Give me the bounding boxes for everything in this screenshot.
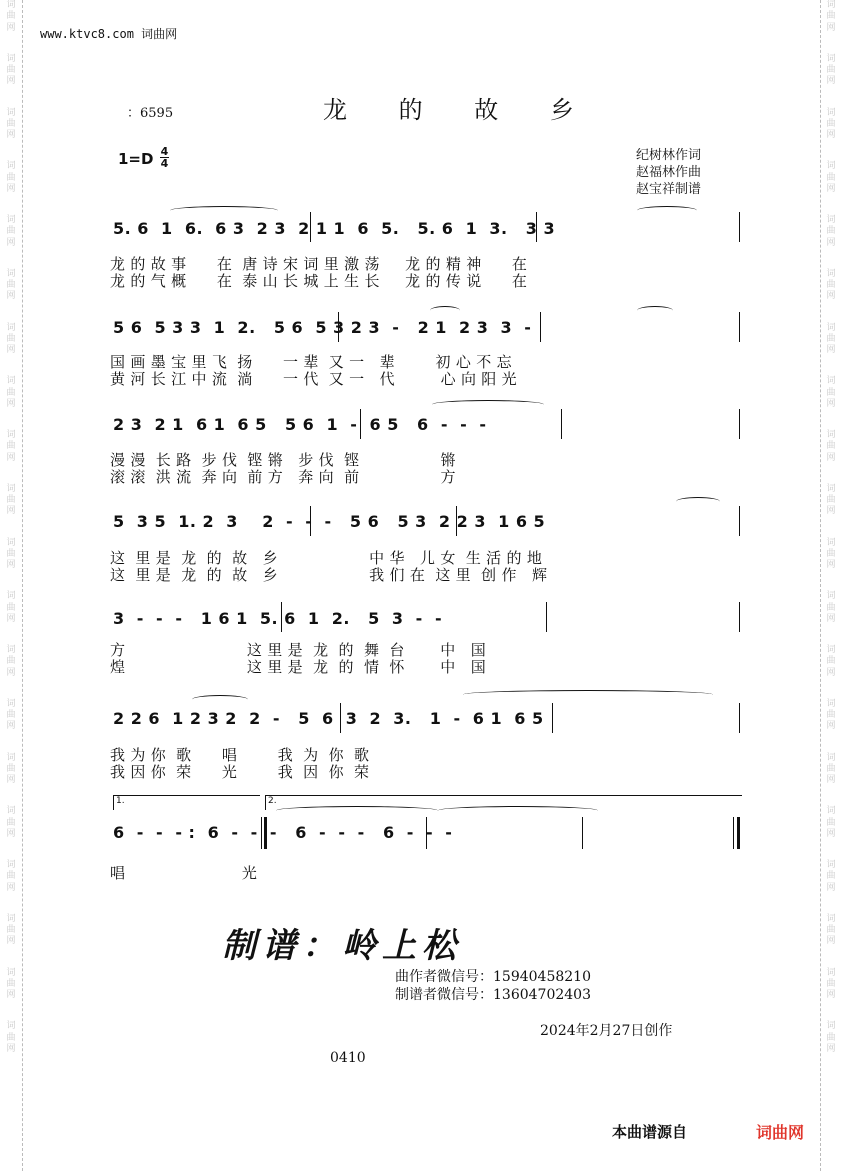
barline (739, 212, 740, 242)
repeat-barline-thick (264, 817, 267, 849)
watermark-text: 词 曲 网 (6, 537, 16, 570)
slur (637, 206, 697, 215)
lyrics-row-6-verse-2: 我 因 你 荣 光 我 因 你 荣 (110, 763, 370, 781)
barline (338, 312, 339, 342)
barline (561, 409, 562, 439)
composer-wechat: 曲作者微信号：15940458210 (395, 969, 591, 985)
barline (739, 602, 740, 632)
right-border-line (820, 0, 821, 1171)
watermark-text: 词 曲 网 (826, 376, 836, 409)
composer-credit: 赵福林作曲 (636, 165, 702, 180)
slur (430, 306, 460, 315)
final-barline (733, 817, 734, 849)
barline (536, 212, 537, 242)
watermark-text: 词 曲 网 (6, 913, 16, 947)
watermark-text: 词 曲 网 (826, 430, 836, 463)
watermark-text: 词 曲 网 (826, 860, 836, 893)
score-code: 0410 (330, 1050, 366, 1066)
slur (637, 306, 673, 315)
key-signature: 1=D (118, 150, 154, 168)
lyrics-row-3-verse-2: 滚 滚 洪 流 奔 向 前 方 奔 向 前 方 (110, 468, 456, 486)
watermark-text: 词 曲 网 (6, 322, 16, 355)
watermark-text: 词 曲 网 (6, 591, 16, 624)
watermark-text: 词 曲 网 (826, 483, 836, 517)
lyrics-row-1-verse-1: 龙 的 故 事 在 唐 诗 宋 词 里 激 荡 龙 的 精 神 在 (110, 255, 528, 273)
arranger-signature: 制谱：岭上松 (222, 926, 462, 966)
site-url[interactable]: www.ktvc8.com 词曲网 (40, 27, 178, 41)
arranger-wechat: 制谱者微信号：13604702403 (395, 987, 591, 1003)
watermark-text: 词 曲 网 (826, 591, 836, 624)
barline (739, 312, 740, 342)
lyrics-row-4-verse-1: 这 里 是 龙 的 故 乡 中 华 儿 女 生 活 的 地 (110, 549, 543, 567)
watermark-text: 词 曲 网 (6, 53, 16, 87)
barline (739, 506, 740, 536)
watermark-text: 词 曲 网 (6, 268, 16, 302)
tie (438, 806, 598, 815)
lyrics-row-5-verse-1: 方 这 里 是 龙 的 舞 台 中 国 (110, 641, 486, 659)
watermark-text: 词 曲 网 (826, 322, 836, 355)
lyrics-row-3-verse-1: 漫 漫 长 路 步 伐 铿 锵 步 伐 铿 锵 (110, 451, 456, 469)
barline (426, 817, 427, 849)
watermark-text: 词 曲 网 (6, 1021, 16, 1054)
volta-2: 2. (265, 795, 742, 810)
watermark-text: 词 曲 网 (6, 483, 16, 517)
notation-row-3: 2 3 2 1 6 1 6 5 5 6 1 - 6 5 6 - - - (113, 415, 487, 434)
notation-row-1: 5. 6 1 6. 6 3 2 3 2 1 1 6 5. 5. 6 1 3. 3 3 (113, 219, 556, 238)
lyrics-row-2-verse-1: 国 画 墨 宝 里 飞 扬 一 辈 又 一 辈 初 心 不 忘 (110, 353, 512, 371)
left-border-line (22, 0, 23, 1171)
watermark-text: 词 曲 网 (826, 215, 836, 248)
time-signature-top: 4 (160, 145, 169, 158)
watermark-text: 词 曲 网 (826, 1021, 836, 1054)
watermark-text: 词 曲 网 (826, 913, 836, 947)
time-signature-bottom: 4 (160, 157, 169, 170)
notation-row-2: 5 6 5 3 3 1 2. 5 6 5 3 2 3 - 2 1 2 3 3 - (113, 318, 532, 337)
watermark-text: 词 曲 网 (6, 967, 16, 1000)
lyrics-row-7: 唱 光 (110, 864, 258, 882)
slur (432, 400, 544, 409)
slur (170, 206, 278, 215)
time-signature (160, 146, 169, 169)
watermark-text: 词 曲 网 (6, 0, 16, 33)
wechat-contacts (395, 968, 591, 1004)
slur (676, 497, 720, 506)
watermark-text: 词 曲 网 (6, 806, 16, 839)
barline (310, 212, 311, 242)
watermark-text: 词 曲 网 (826, 53, 836, 87)
watermark-text: 词 曲 网 (6, 107, 16, 140)
notation-row-6: 2 2 6 1 2 3 2 2 - 5 6 3 2 3. 1 - 6 1 6 5 (113, 709, 544, 728)
watermark-text: 词 曲 网 (826, 161, 836, 194)
watermark-text: 词 曲 网 (826, 0, 836, 33)
barline (582, 817, 583, 849)
lyrics-row-4-verse-2: 这 里 是 龙 的 故 乡 我 们 在 这 里 创 作 辉 (110, 566, 548, 584)
watermark-text: 词 曲 网 (826, 645, 836, 678)
watermark-text: 词 曲 网 (826, 537, 836, 570)
notation-row-7: 6 - - - : 6 - - - 6 - - - 6 - - - (113, 823, 453, 842)
final-barline-thick (737, 817, 740, 849)
watermark-text: 词 曲 网 (6, 860, 16, 893)
barline (540, 312, 541, 342)
credits (636, 147, 701, 198)
tie (276, 806, 438, 815)
watermark-text: 词 曲 网 (6, 215, 16, 248)
source-label: 本曲谱源自 (612, 1123, 688, 1141)
left-watermark (0, 0, 22, 1171)
watermark-text: 词 曲 网 (6, 430, 16, 463)
barline (310, 506, 311, 536)
arranger-credit: 赵宝祥制谱 (636, 182, 702, 197)
barline (340, 703, 341, 733)
watermark-text: 词 曲 网 (826, 698, 836, 732)
watermark-text: 词 曲 网 (826, 967, 836, 1000)
watermark-text: 词 曲 网 (826, 268, 836, 302)
watermark-text: 词 曲 网 (826, 806, 836, 839)
watermark-text: 词 曲 网 (6, 161, 16, 194)
watermark-text: 词 曲 网 (6, 698, 16, 732)
lyrics-row-5-verse-2: 煌 这 里 是 龙 的 情 怀 中 国 (110, 658, 486, 676)
notation-row-4: 5 3 5 1. 2 3 2 - - - 5 6 5 3 2 2 3 1 6 5 (113, 512, 546, 531)
watermark-text: 词 曲 网 (6, 752, 16, 785)
notation-row-5: 3 - - - 1 6 1 5. 6 1 2. 5 3 - - (113, 609, 443, 628)
slur (192, 695, 248, 704)
watermark-text: 词 曲 网 (826, 752, 836, 785)
watermark-text: 词 曲 网 (6, 645, 16, 678)
lyrics-row-6-verse-1: 我 为 你 歌 唱 我 为 你 歌 (110, 746, 370, 764)
watermark-text: 词 曲 网 (6, 376, 16, 409)
lyrics-row-2-verse-2: 黄 河 长 江 中 流 淌 一 代 又 一 代 心 向 阳 光 (110, 370, 517, 388)
slur (463, 690, 713, 699)
barline (456, 506, 457, 536)
repeat-barline (261, 817, 262, 849)
volta-1: 1. (113, 795, 260, 810)
site-logo[interactable]: 词曲网 (756, 1123, 805, 1142)
barline (360, 409, 361, 439)
right-watermark (820, 0, 842, 1171)
lyrics-row-1-verse-2: 龙 的 气 概 在 泰 山 长 城 上 生 长 龙 的 传 说 在 (110, 272, 528, 290)
creation-date: 2024年2月27日创作 (540, 1023, 673, 1039)
song-title: 龙 的 故 乡 (323, 96, 596, 124)
watermark-text: 词 曲 网 (826, 107, 836, 140)
song-number: ：6595 (127, 106, 174, 121)
barline (739, 409, 740, 439)
barline (552, 703, 553, 733)
barline (546, 602, 547, 632)
barline (281, 602, 282, 632)
lyricist-credit: 纪树林作词 (636, 148, 702, 163)
barline (739, 703, 740, 733)
